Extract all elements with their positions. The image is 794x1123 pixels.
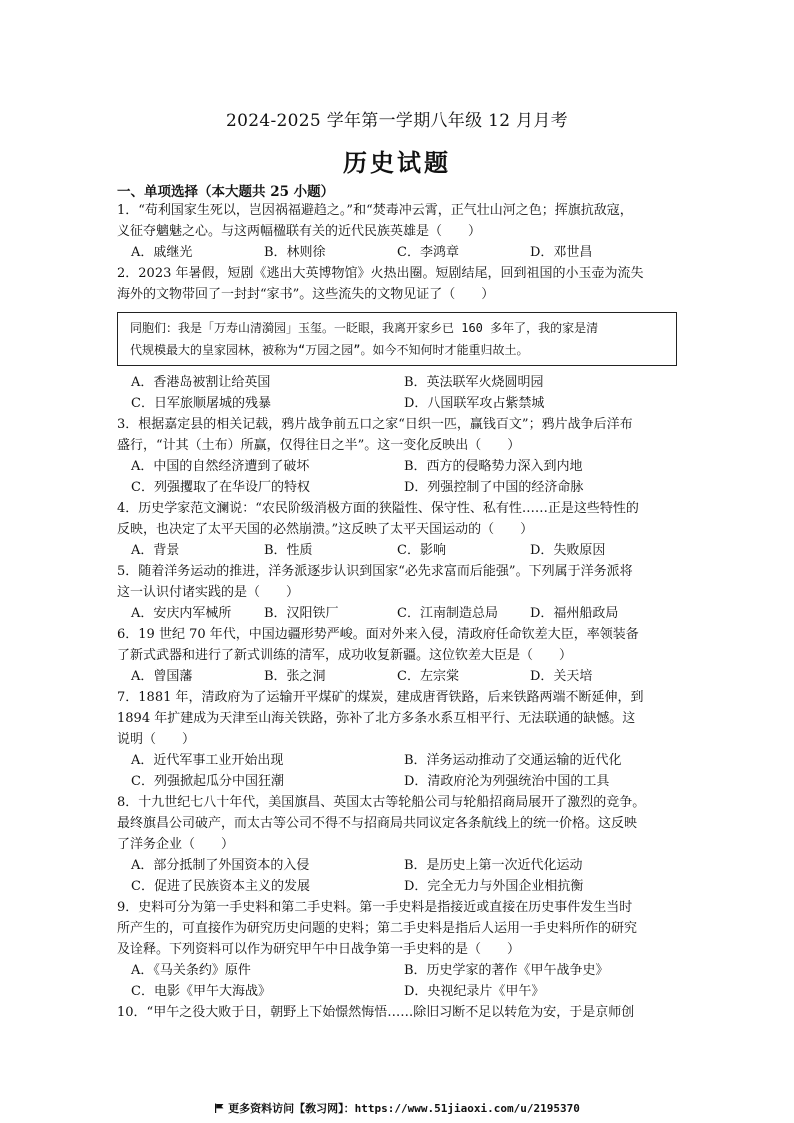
answer-option[interactable]: D．清政府沦为列强统治中国的工具 (404, 774, 610, 789)
answer-option[interactable]: D．央视纪录片《甲午》 (404, 984, 545, 999)
answer-option[interactable]: B．洋务运动推动了交通运输的近代化 (404, 753, 622, 768)
question-8 (117, 792, 677, 897)
question-1 (117, 200, 677, 263)
answer-option[interactable]: A．香港岛被割让给英国 (131, 375, 271, 390)
options-row (117, 242, 677, 263)
question-text: 最终旗昌公司破产，而太古等公司不得不与招商局共同议定各条航线上的统一价格。这反映 (117, 816, 638, 831)
question-text: 3．根据嘉定县的相关记载，鸦片战争前五口之家“日织一匹，赢钱百文”；鸦片战争后洋布 (117, 417, 633, 432)
options-row (117, 876, 677, 897)
options-row (117, 666, 677, 687)
question-4 (117, 498, 677, 561)
question-list (117, 200, 677, 1023)
flag-icon (214, 1103, 224, 1113)
answer-option[interactable]: B．历史学家的著作《甲午战争史》 (404, 963, 609, 978)
answer-option[interactable]: A．戚继光 (131, 245, 193, 260)
options-row (117, 456, 677, 477)
answer-option[interactable]: B．英法联军火烧圆明园 (404, 375, 544, 390)
options-row (117, 477, 677, 498)
question-2 (117, 263, 677, 414)
options-row (117, 372, 677, 393)
answer-option[interactable]: B．张之洞 (264, 669, 326, 684)
answer-option[interactable]: C．列强攫取了在华设厂的特权 (131, 480, 310, 495)
question-text: 9．史料可分为第一手史料和第二手史料。第一手史料是指接近或直接在历史事件发生当时 (117, 900, 633, 915)
options-row (117, 393, 677, 414)
question-text: 了新式武器和进行了新式训练的清军，成功收复新疆。这位钦差大臣是（ ） (117, 648, 573, 663)
answer-option[interactable]: B．汉阳铁厂 (264, 606, 339, 621)
answer-option[interactable]: A．安庆内军械所 (131, 606, 232, 621)
quote-line: 同胞们：我是「万寿山清漪园」玉玺。一眨眼，我离开家乡已 160 多年了，我的家是清 (130, 321, 599, 335)
question-text: 盛行，“计其（土布）所赢，仅得往日之半”。这一变化反映出（ ） (117, 438, 521, 453)
answer-option[interactable]: B．林则徐 (264, 245, 326, 260)
answer-option[interactable]: C．李鸿章 (397, 245, 459, 260)
quote-box (117, 312, 677, 366)
answer-option[interactable]: D．失败原因 (530, 543, 606, 558)
options-row (117, 981, 677, 1002)
quote-line: 代规模最大的皇家园林，被称为“万园之园”。如今不知何时才能重归故土。 (130, 343, 529, 357)
answer-option[interactable]: C．江南制造总局 (397, 606, 498, 621)
question-10 (117, 1002, 677, 1023)
options-row (117, 960, 677, 981)
exam-title: 2024-2025 学年第一学期八年级 12 月月考 (226, 111, 568, 131)
question-text: 了洋务企业（ ） (117, 837, 235, 852)
question-text: 及诠释。下列资料可以作为研究甲午中日战争第一手史料的是（ ） (117, 942, 521, 957)
question-6 (117, 624, 677, 687)
question-text: 说明（ ） (117, 732, 196, 747)
answer-option[interactable]: D．福州船政局 (530, 606, 619, 621)
options-row (117, 603, 677, 624)
answer-option[interactable]: B．性质 (264, 543, 313, 558)
answer-option[interactable]: A．背景 (131, 543, 180, 558)
question-text: 这一认识付诸实践的是（ ） (117, 585, 300, 600)
answer-option[interactable]: B．西方的侵略势力深入到内地 (404, 459, 583, 474)
answer-option[interactable]: D．关天培 (530, 669, 593, 684)
answer-option[interactable]: C．日军旅顺屠城的残暴 (131, 396, 271, 411)
question-text: 海外的文物带回了一封封“家书”。这些流失的文物见证了（ ） (117, 287, 495, 302)
answer-option[interactable]: D．完全无力与外国企业相抗衡 (404, 879, 584, 894)
question-7 (117, 687, 677, 792)
section-heading: 一、单项选择（本大题共 25 小题） (117, 184, 335, 200)
question-text: 1894 年扩建成为天津至山海关铁路，弥补了北方多条水系互相平行、无法联通的缺憾。这 (117, 711, 636, 726)
question-5 (117, 561, 677, 624)
question-text: 5．随着洋务运动的推进，洋务派逐步认识到国家“必先求富而后能强”。下列属于洋务派将 (117, 564, 633, 579)
answer-option[interactable]: A．曾国藩 (131, 669, 193, 684)
answer-option[interactable]: C．列强掀起瓜分中国狂潮 (131, 774, 284, 789)
question-text: 2．2023 年暑假，短剧《逃出大英博物馆》火热出圈。短剧结尾，回到祖国的小玉壶为流失 (117, 266, 644, 281)
answer-option[interactable]: B．是历史上第一次近代化运动 (404, 858, 583, 873)
question-3 (117, 414, 677, 498)
answer-option[interactable]: C．影响 (397, 543, 446, 558)
answer-option[interactable]: C．电影《甲午大海战》 (131, 984, 271, 999)
question-text: 1．“苟利国家生死以，岂因祸福避趋之。”和“焚毒冲云霄，正气壮山河之色；挥旗抗敌寇， (117, 203, 633, 218)
question-text: 7．1881 年，清政府为了运输开平煤矿的煤炭，建成唐胥铁路，后来铁路两端不断延伸，到 (117, 690, 644, 705)
question-text: 10．“甲午之役大败于日，朝野上下始憬然悔悟……除旧习断不足以转危为安，于是京师创 (117, 1005, 635, 1020)
answer-option[interactable]: A．部分抵制了外国资本的入侵 (131, 858, 310, 873)
question-text: 反映，也决定了太平天国的必然崩溃。”这反映了太平天国运动的（ ） (117, 522, 534, 537)
question-text: 所产生的，可直接作为研究历史问题的史料；第二手史料是指后人运用一手史料所作的研究 (117, 921, 638, 936)
question-text: 8．十九世纪七八十年代，美国旗昌、英国太古等轮船公司与轮船招商局展开了激烈的竞争。 (117, 795, 646, 810)
options-row (117, 750, 677, 771)
answer-option[interactable]: C．促进了民族资本主义的发展 (131, 879, 310, 894)
options-row (117, 771, 677, 792)
answer-option[interactable]: C．左宗棠 (397, 669, 459, 684)
answer-option[interactable]: D．邓世昌 (530, 245, 593, 260)
answer-option[interactable]: A．近代军事工业开始出现 (131, 753, 284, 768)
question-text: 6．19 世纪 70 年代，中国边疆形势严峻。面对外来入侵，清政府任命钦差大臣，率领装备 (117, 627, 639, 642)
question-text: 4．历史学家范文澜说：“农民阶级消极方面的狭隘性、保守性、私有性……正是这些特性的 (117, 501, 639, 516)
answer-option[interactable]: A．中国的自然经济遭到了破坏 (131, 459, 310, 474)
options-row (117, 855, 677, 876)
footer-link[interactable] (0, 1100, 794, 1116)
question-text: 义征夺魑魅之心。与这两幅楹联有关的近代民族英雄是（ ） (117, 224, 482, 239)
question-9 (117, 897, 677, 1002)
options-row (117, 540, 677, 561)
subject-title: 历史试题 (343, 148, 451, 177)
answer-option[interactable]: D．八国联军攻占紫禁城 (404, 396, 545, 411)
footer-text: 更多资料访问【敎习网】：https://www.51jiaoxi.com/u/2195370 (228, 1102, 580, 1115)
answer-option[interactable]: A．《马关条约》原件 (131, 963, 251, 978)
answer-option[interactable]: D．列强控制了中国的经济命脉 (404, 480, 584, 495)
